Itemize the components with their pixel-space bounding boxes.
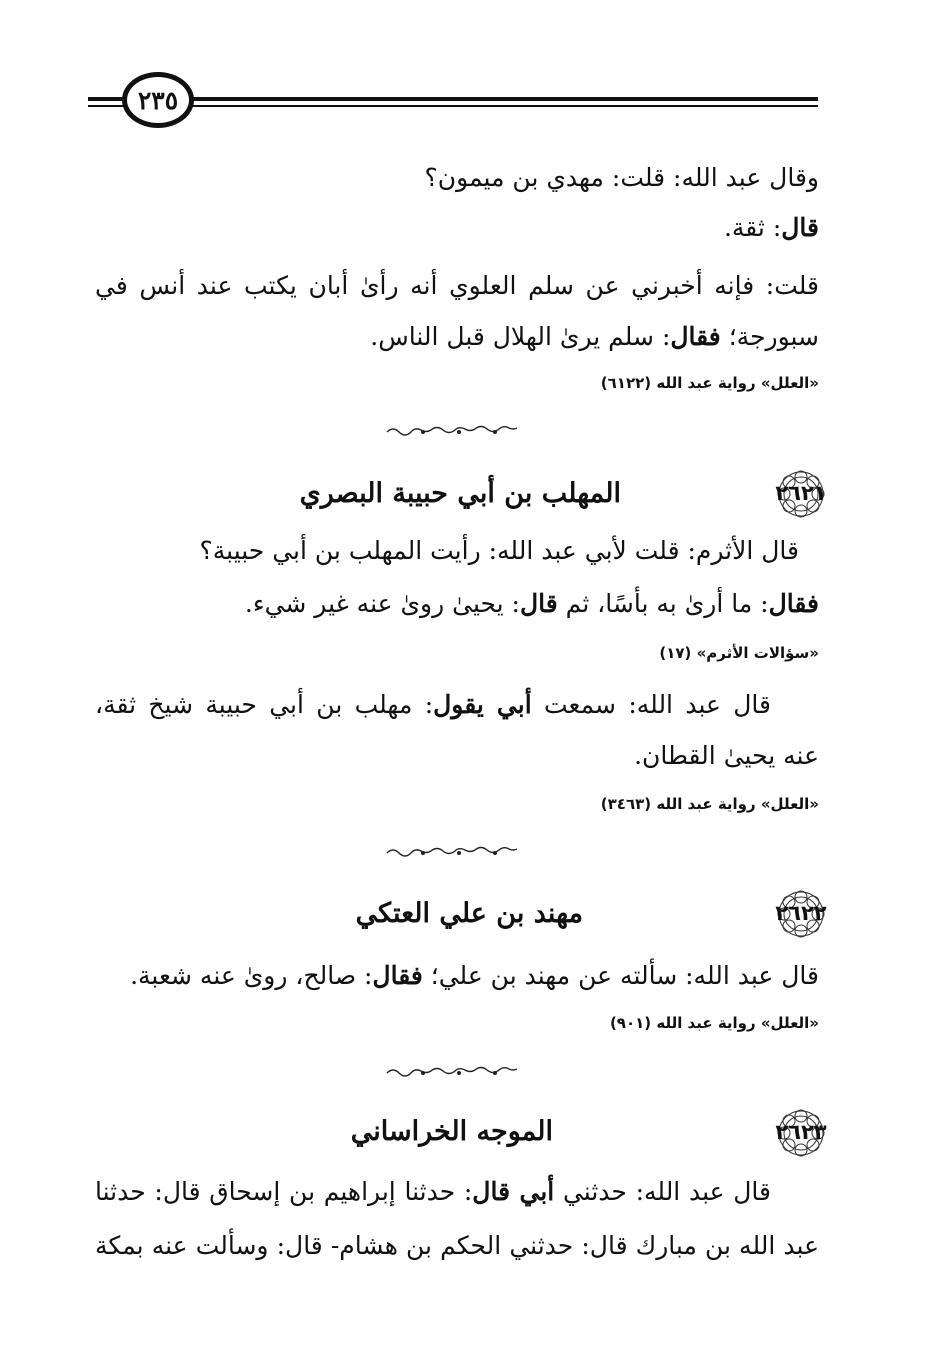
text-span: : حدثنا إبراهيم بن إسحاق قال: حدثنا — [95, 1177, 473, 1206]
header-rule-thin — [88, 105, 818, 107]
entry-title: مهند بن علي العتكي — [355, 898, 583, 929]
entry-number-emblem — [770, 889, 832, 939]
entry-number-emblem — [770, 469, 832, 519]
source-reference: «العلل» رواية عبد الله (٦١٢٢) — [600, 374, 819, 392]
text-span: سبورجة؛ — [720, 322, 819, 351]
text-span: قال عبد الله: سألته عن مهند بن علي؛ — [422, 961, 819, 990]
ornament-divider — [383, 1066, 531, 1080]
ornament-divider — [383, 846, 531, 860]
text-line — [724, 208, 819, 248]
speaker-label: فقال — [670, 322, 721, 351]
entry-number: ٢٦٢٣ — [775, 1120, 827, 1144]
text-span: : ما أرىٰ به بأسًا، ثم — [557, 589, 769, 618]
text-line — [370, 317, 819, 357]
text-line: عبد الله بن مبارك قال: حدثني الحكم بن هشام- قال: وسألت عنه بمكة — [95, 1231, 819, 1260]
speaker-label: فقال — [768, 589, 819, 618]
text-line: قال الأثرم: قلت لأبي عبد الله: رأيت المهلب بن أبي حبيبة؟ — [199, 536, 799, 565]
ornament-divider — [383, 425, 531, 439]
text-span: : يحيىٰ روىٰ عنه غير شيء. — [244, 589, 520, 618]
speaker-label: قال — [781, 213, 819, 242]
text-line — [245, 584, 819, 624]
text-span: : مهلب بن أبي حبيبة شيخ ثقة، — [95, 690, 434, 719]
entry-number: ٢٦٢٢ — [775, 901, 827, 925]
text-line — [95, 685, 771, 725]
entry-title: المهلب بن أبي حبيبة البصري — [299, 478, 621, 509]
speaker-label: أبي يقول — [433, 690, 532, 719]
text-line: عنه يحيىٰ القطان. — [634, 741, 819, 770]
page-number: ٢٣٥ — [137, 85, 179, 115]
header-rule-thick — [88, 97, 818, 101]
entry-number: ٢٦٢١ — [775, 481, 827, 505]
source-reference: «العلل» رواية عبد الله (٣٤٦٣) — [600, 795, 819, 813]
text-line: قلت: فإنه أخبرني عن سلم العلوي أنه رأىٰ أبان يكتب عند أنس في — [95, 271, 819, 300]
text-line — [130, 956, 819, 996]
text-span: : ثقة. — [723, 213, 782, 242]
text-span: قال عبد الله: سمعت — [531, 690, 771, 719]
source-reference: «سؤالات الأثرم» (١٧) — [659, 644, 819, 662]
entry-number-emblem — [770, 1108, 832, 1158]
text-span: : سلم يرىٰ الهلال قبل الناس. — [370, 322, 671, 351]
text-span: قال عبد الله: حدثني — [554, 1177, 771, 1206]
text-span: : صالح، روىٰ عنه شعبة. — [130, 961, 373, 990]
source-reference: «العلل» رواية عبد الله (٩٠١) — [609, 1014, 819, 1032]
entry-title: الموجه الخراساني — [350, 1116, 553, 1147]
text-line — [95, 1172, 771, 1212]
speaker-label: فقال — [372, 961, 423, 990]
speaker-label: أبي قال — [472, 1177, 555, 1206]
speaker-label: قال — [520, 589, 558, 618]
text-line: وقال عبد الله: قلت: مهدي بن ميمون؟ — [424, 163, 819, 192]
page-number-badge — [122, 72, 194, 128]
